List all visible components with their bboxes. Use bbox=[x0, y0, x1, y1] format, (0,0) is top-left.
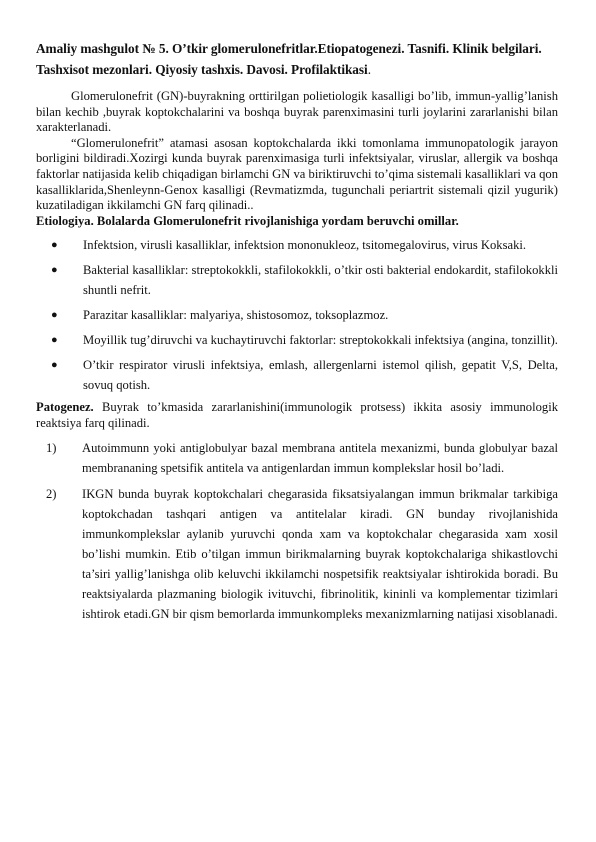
list-item bbox=[51, 355, 558, 395]
bullet-icon: ● bbox=[51, 359, 58, 372]
bullet-icon: ● bbox=[51, 309, 58, 322]
list-item-text: Autoimmunn yoki antiglobulyar bazal membrana antitela mexanizmi, bunda globulyar bazal membrananing spetsifik antitela va antigenlardan immun komplekslar hosil bo’ladi. bbox=[82, 440, 558, 475]
list-item-text: Moyillik tug’diruvchi va kuchaytiruvchi faktorlar: streptokokkali infektsiya (angina, tonzillit). bbox=[83, 333, 558, 348]
list-item bbox=[51, 305, 558, 325]
list-item-text: O’tkir respirator virusli infektsiya, emlash, allergenlarni istemol qilish, gepatit V,S, Delta, sovuq qotish. bbox=[83, 358, 558, 393]
list-number: 2) bbox=[46, 486, 57, 501]
pathogenesis-list bbox=[36, 438, 558, 624]
list-item bbox=[51, 235, 558, 255]
title-tail: . bbox=[367, 62, 371, 77]
pathogenesis-text: Buyrak to’kmasida zararlanishini(immunologik protsess) ikkita asosiy immunologik reaktsiya farq qilinadi. bbox=[36, 400, 558, 430]
document-page bbox=[36, 38, 558, 630]
list-item-text: Parazitar kasalliklar: malyariya, shistosomoz, toksoplazmoz. bbox=[83, 308, 389, 323]
bullet-icon: ● bbox=[51, 239, 58, 252]
list-item-text: Bakterial kasalliklar: streptokokkli, stafilokokkli, o’tkir osti bakterial endokardit, stafilokokkli shuntli nefrit. bbox=[83, 263, 558, 298]
list-item bbox=[51, 330, 558, 350]
document-title bbox=[36, 38, 558, 80]
pathogenesis-lead: Patogenez. bbox=[36, 400, 94, 415]
list-item bbox=[46, 438, 558, 478]
pathogenesis-paragraph bbox=[36, 400, 558, 431]
bullet-icon: ● bbox=[51, 334, 58, 347]
etiology-list bbox=[36, 235, 558, 395]
list-item-text: Infektsion, virusli kasalliklar, infektsion mononukleoz, tsitomegalovirus, virus Koksaki. bbox=[83, 238, 527, 253]
list-item bbox=[51, 260, 558, 300]
intro-paragraph-1: Glomerulonefrit (GN)-buyrakning orttirilgan polietiologik kasalligi bo’lib, immun-yallig’lanish bilan kechib ,buyrak koptokchalarini va boshqa buyrak parenximasini turli joylarini zararlanishi bilan xarakterlanadi. bbox=[36, 89, 558, 135]
etiology-heading: Etiologiya. Bolalarda Glomerulonefrit rivojlanishiga yordam beruvchi omillar. bbox=[36, 213, 459, 228]
title-main: Amaliy mashgulot № 5. O’tkir glomerulonefritlar.Etiopatogenezi. Tasnifi. Klinik belgilari. Tashxisot mezonlari. Qiyosiy tashxis. Davosi. Profilaktikasi bbox=[36, 41, 542, 77]
list-number: 1) bbox=[46, 440, 57, 455]
intro-paragraph-2: “Glomerulonefrit” atamasi asosan koptokchalarda ikki tomonlama immunopatologik jarayon borligini bildiradi.Xozirgi kunda buyrak parenximasiga turli infektsiyalar, viruslar, allergik va boshqa faktorlar natijasida kelib chiqadigan birlamchi GN va biriktiruvchi to’qima sistemali kasalliklari va qon kasalliklarida,Shenleynn-Genox kasalligi (Revmatizmda, tugunchali periartrit sistemali qizil yugurik) kuzatiladigan ikkilamchi GN farq qilinadi.. bbox=[36, 135, 558, 213]
list-item bbox=[46, 484, 558, 624]
list-item-text: IKGN bunda buyrak koptokchalari chegarasida fiksatsiyalangan immun brikmalar tarkibiga koptokchadan tashqari antigen va antitelalar kiradi. GN bunday rivojlanishida immunkomplekslar aylanib yuruvchi qonda xam va koptokchalar chegarasida xam xosil bo’lishi mumkin. Etib o’tilgan immun birikmalarning buyrak koptokchalariga shikastlovchi ta’siri yallig’lanishga olib keluvchi ikkilamchi nospetsifik reaktsiyalar ishtirokida boradi. Bu reaktsiyalarda plazmaning biologik ivituvchi, fibrinolitik, kininli va komplementar tizimlari ishtirok etadi.GN bir qism bemorlarda immunkompleks mexanizmlarning natijasi xisoblanadi. bbox=[82, 486, 558, 621]
bullet-icon: ● bbox=[51, 264, 58, 277]
